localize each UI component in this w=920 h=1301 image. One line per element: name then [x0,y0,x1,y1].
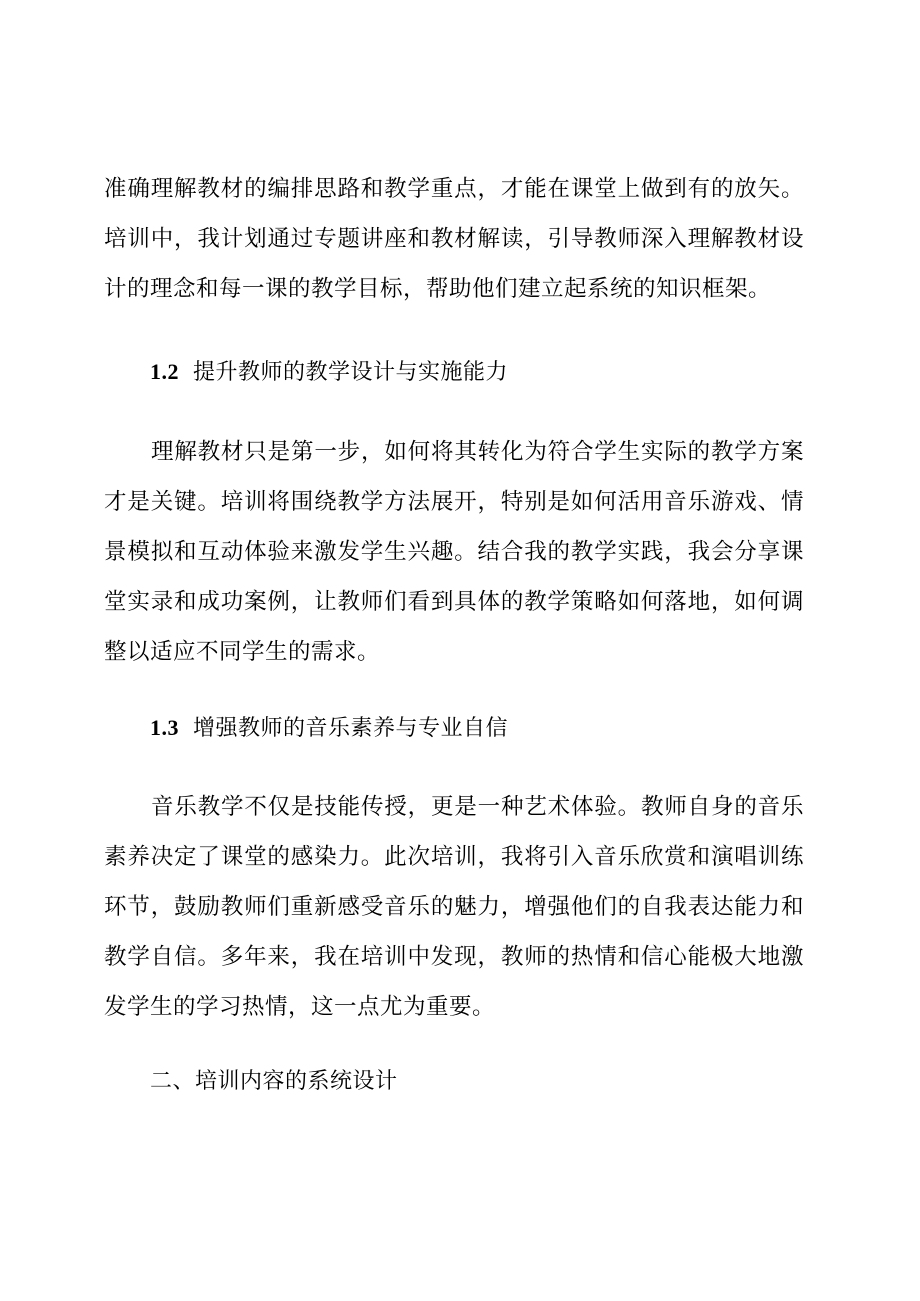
section-heading-1-3 [150,713,508,744]
chapter-heading-2: 二、培训内容的系统设计 [150,1069,398,1094]
section-title: 增强教师的音乐素养与专业自信 [193,716,509,741]
paragraph-music-literacy: 音乐教学不仅是技能传授，更是一种艺术体验。教师自身的音乐素养决定了课堂的感染力。此次培训，我将引入音乐欣赏和演唱训练环节，鼓励教师们重新感受音乐的魅力，增强他们的自我表达能力和教学自信。多年来，我在培训中发现，教师的热情和信心能极大地激发学生的学习热情，这一点尤为重要。 [104,794,804,1020]
section-number: 1.2 [150,359,179,384]
paragraph-textbook-understanding: 准确理解教材的编排思路和教学重点，才能在课堂上做到有的放矢。培训中，我计划通过专题讲座和教材解读，引导教师深入理解教材设计的理念和每一课的教学目标，帮助他们建立起系统的知识框架。 [104,176,804,302]
paragraph-teaching-design: 理解教材只是第一步，如何将其转化为符合学生实际的教学方案才是关键。培训将围绕教学方法展开，特别是如何活用音乐游戏、情景模拟和互动体验来激发学生兴趣。结合我的教学实践，我会分享课堂实录和成功案例，让教师们看到具体的教学策略如何落地，如何调整以适应不同学生的需求。 [104,439,804,665]
section-number: 1.3 [150,715,179,740]
section-heading-1-2 [150,357,508,388]
section-title: 提升教师的教学设计与实施能力 [193,360,509,385]
